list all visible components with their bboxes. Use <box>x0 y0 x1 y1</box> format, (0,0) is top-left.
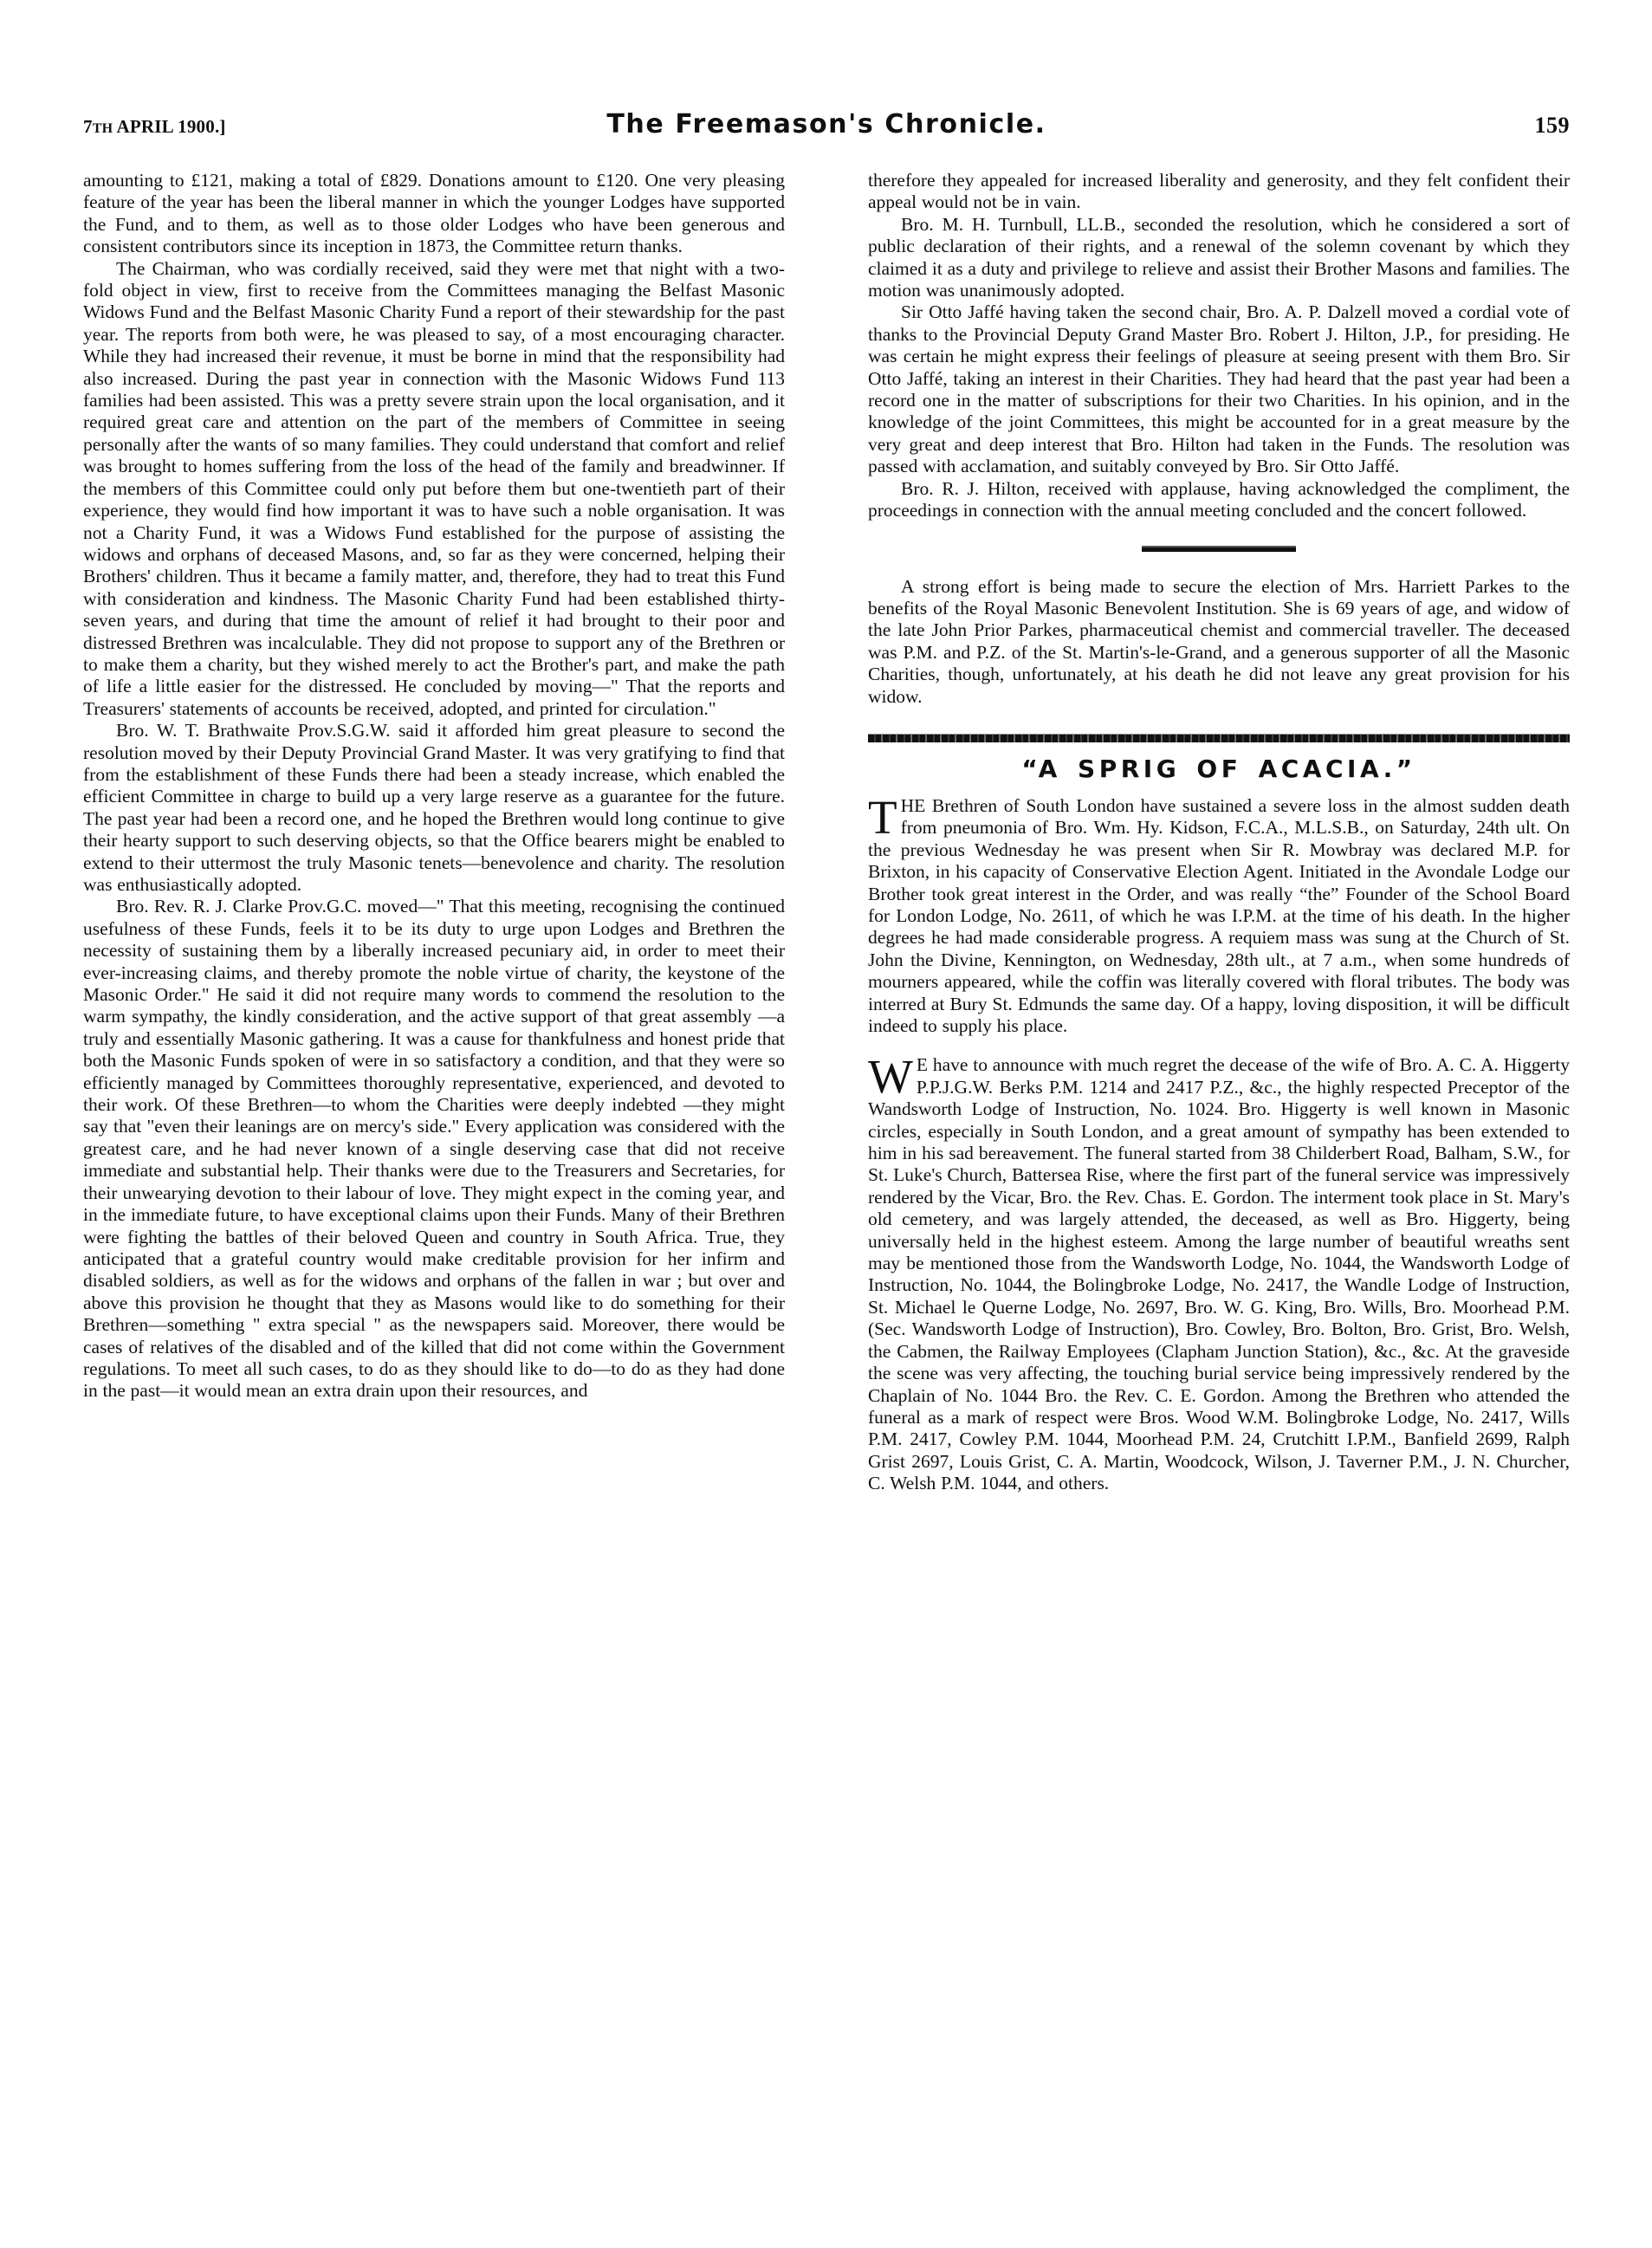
paragraph-kidson-obituary <box>868 790 1570 1037</box>
paragraph-higgerty-text: E have to announce with much regret the decease of the wife of Bro. A. C. A. Higgerty P.P.J.G.W. Berks P.M. 1214 and 2417 P.Z., &c., the highly respected Preceptor of the Wandsworth Lodge of Instruction, No. 1024. Bro. Higgerty is well known in Masonic circles, especially in South London, and a great amount of sympathy has been extended to him in his sad bereavement. The funeral started from 38 Childerbert Road, Balham, S.W., for St. Luke's Church, Battersea Rise, where the first part of the funeral service was impressively rendered by the Vicar, Bro. the Rev. Chas. E. Gordon. The interment took place in St. Mary's old cemetery, and was largely attended, the deceased, as well as Bro. Higgerty, being universally held in the highest esteem. Among the large number of beautiful wreaths sent may be mentioned those from the Wandsworth Lodge, No. 1044, the Wandsworth Lodge of Instruction, No. 1044, the Bolingbroke Lodge, No. 2417, the Wandle Lodge of Instruction, St. Michael le Querne Lodge, No. 2697, Bro. W. G. King, Bro. Wills, Bro. Moorhead P.M. (Sec. Wandsworth Lodge of Instruction), Bro. Cowley, Bro. Bolton, Bro. Grist, Bro. Welsh, the Cabmen, the Railway Employees (Clapham Junction Station), &c., &c. At the graveside the scene was very affecting, the touching burial service being impressively rendered by the Chaplain of No. 1044 Bro. the Rev. C. E. Gordon. Among the Brethren who attended the funeral as a mark of respect were Bros. Wood W.M. Bolingbroke Lodge, No. 2417, Wills P.M. 2417, Cowley P.M. 1044, Moorhead P.M. 24, Crutchitt I.P.M., Banfield 2699, Ralph Grist 2697, Louis Grist, C. A. Martin, Woodcock, Wilson, J. Taverner P.M., J. N. Churcher, C. Welsh P.M. 1044, and others. <box>868 1054 1570 1494</box>
section-divider-rule <box>1142 546 1296 552</box>
issue-date <box>83 116 226 138</box>
paragraph-gap <box>868 1037 1570 1054</box>
paragraph-higgerty-obituary <box>868 1050 1570 1494</box>
article-columns <box>83 170 1570 1495</box>
right-column <box>868 170 1570 1495</box>
page-number: 159 <box>1534 113 1570 138</box>
paragraph-kidson-text: HE Brethren of South London have sustained a severe loss in the almost sudden death from pneumonia of Bro. Wm. Hy. Kidson, F.C.A., M.L.S.B., on Saturday, 24th ult. On the previous Wednesday he was present when Sir R. Mowbray was declared M.P. for Brixton, in his capacity of Conservative Election Agent. Initiated in the Avondale Lodge our Brother took great interest in the Order, and was really “the” Founder of the School Board for London Lodge, No. 2611, of which he was I.P.M. at the time of his death. In the higher degrees he had made considerable progress. A requiem mass was sung at the Church of St. John the Divine, Kennington, on Wednesday, 28th ult., at 7 a.m., when some hundreds of mourners appeared, while the coffin was literally covered with floral tributes. The body was interred at Bury St. Edmunds the same day. Of a happy, loving disposition, it will be difficult indeed to supply his place. <box>868 794 1570 1036</box>
drop-cap-initial-w: W <box>868 1050 913 1104</box>
paragraph-clarke: Bro. Rev. R. J. Clarke Prov.G.C. moved—" That this meeting, recognising the continued usefulness of these Funds, feels it to be its duty to urge upon Lodges and Brethren the necessity of sustaining them by a liberally increased pecuniary aid, in order to meet their ever-increasing claims, and thereby promote the noble virtue of charity, the keystone of the Masonic Order." He said it did not require many words to commend the resolution to the warm sympathy, the kindly consideration, and the active support of that great assembly —a truly and essentially Masonic gathering. It was a cause for thankfulness and honest pride that both the Masonic Funds spoken of were in so satisfactory a condition, and that they were so efficiently managed by Committees thoroughly representative, experienced, and devoted to their work. Of these Brethren—to whom the Charities were deeply indebted —they might say that "even their leanings are on mercy's side." Every application was considered with the greatest care, and he had never known of a single deserving case that did not receive immediate and substantial help. Their thanks were due to the Treasurers and Secretaries, for their unwearying devotion to their labour of love. They might expect in the coming year, and in the immediate future, to have exceptional claims upon their Funds. Many of their Brethren were fighting the battles of their beloved Queen and country in South Africa. True, they anticipated that a grateful country would make creditable provision for her infirm and disabled soldiers, as well as for the widows and orphans of the fallen in war ; but over and above this provision he thought that they as Masons would like to do something for their Brethren—something " extra special " as the newspapers said. Moreover, there would be cases of relatives of the disabled and of the killed that did not come within the Government regulations. To meet all such cases, to do as they should like to do—to do as they had done in the past—it would mean an extra drain upon their resources, and <box>83 896 785 1402</box>
running-head <box>83 109 1570 149</box>
paragraph-parkes: A strong effort is being made to secure the election of Mrs. Harriett Parkes to the benefits of the Royal Masonic Benevolent Institution. She is 69 years of age, and widow of the late John Prior Parkes, pharmaceutical chemist and commercial traveller. The deceased was P.M. and P.Z. of the St. Martin's-le-Grand, and a generous supporter of all the Masonic Charities, though, unfortunately, at his death he did not leave any great provision for his widow. <box>868 575 1570 707</box>
issue-date-rest: APRIL 1900.] <box>113 116 226 137</box>
paragraph-turnbull: Bro. M. H. Turnbull, LL.B., seconded the resolution, which he considered a sort of public declaration of their rights, and a renewal of the solemn covenant by which they claimed it as a duty and privilege to relieve and assist their Brother Masons and families. The motion was unanimously adopted. <box>868 213 1570 301</box>
paragraph-continuation: amounting to £121, making a total of £829. Donations amount to £120. One very pleasing feature of the year has been the liberal manner in which the younger Lodges have supported the Fund, and to them, as well as to those older Lodges who have been generous and consistent contributors since its inception in 1873, the Committee return thanks. <box>83 170 785 257</box>
paragraph-jaffe: Sir Otto Jaffé having taken the second chair, Bro. A. P. Dalzell moved a cordial vote of thanks to the Provincial Deputy Grand Master Bro. Robert J. Hilton, J.P., for presiding. He was certain he might express their feelings of pleasure at seeing present with them Bro. Sir Otto Jaffé, taking an interest in their Charities. They had heard that the past year had been a record one in the matter of subscriptions for their two Charities. In his opinion, and in the knowledge of the joint Committees, this might be accounted for in a great measure by the very great and deep interest that Bro. Hilton had taken in the Funds. The resolution was passed with acclamation, and suitably conveyed by Bro. Sir Otto Jaffé. <box>868 301 1570 477</box>
publication-title: The Freemason's Chronicle. <box>606 109 1046 139</box>
issue-date-day: 7 <box>83 116 93 137</box>
left-column <box>83 170 785 1495</box>
issue-date-ordinal: TH <box>92 121 113 136</box>
paragraph-appeal: therefore they appealed for increased liberality and generosity, and they felt confident their appeal would not be in vain. <box>868 170 1570 213</box>
section-heading-sprig-of-acacia: “A SPRIG OF ACACIA.” <box>1021 754 1416 783</box>
paragraph-brathwaite: Bro. W. T. Brathwaite Prov.S.G.W. said it afforded him great pleasure to second the resolution moved by their Deputy Provincial Grand Master. It was very gratifying to find that from the establishment of these Funds there had been a steady increase, which enabled the efficient Committee in charge to build up a very large reserve as a guarantee for the future. The past year had been a record one, and he hoped the Brethren would long continue to give their hearty support to such deserving objects, so that the Office bearers might be enabled to extend to their uttermost the truly Masonic tenets—benevolence and charity. The resolution was enthusiastically adopted. <box>83 720 785 895</box>
paragraph-chairman: The Chairman, who was cordially received, said they were met that night with a two-fold object in view, first to receive from the Committees managing the Belfast Masonic Widows Fund and the Belfast Masonic Charity Fund a report of their stewardship for the past year. The reports from both were, he was pleased to say, of a most encouraging character. While they had increased their revenue, it must be borne in mind that the responsibility had also increased. During the past year in connection with the Masonic Widows Fund 113 families had been assisted. This was a pretty severe strain upon the local organisation, and it required great care and attention on the part of the members of Committee in seeing personally after the wants of so many families. They could understand that comfort and relief was brought to homes suffering from the loss of the head of the family and breadwinner. If the members of this Committee could only put before them but one-twentieth part of their experience, they would find how important it was to have such a noble organisation. It was not a Charity Fund, it was a Widows Fund established for the purpose of assisting the widows and orphans of deceased Masons, and, so far as they were concerned, helping their Brothers' children. Thus it became a family matter, and, therefore, they had to treat this Fund with consideration and kindness. The Masonic Charity Fund had been established thirty-seven years, and during that time the amount of relief it had brought to their poor and distressed Brethren was incalculable. They did not propose to support any of the Brethren or to make them a charity, but they wished merely to act the Brother's part, and make the path of life a little easier for the distressed. He concluded by moving—" That the reports and Treasurers' statements of accounts be received, adopted, and printed for circulation." <box>83 257 785 719</box>
drop-cap-initial-t: T <box>868 790 897 844</box>
ornamental-divider-rule <box>868 734 1570 742</box>
paragraph-hilton: Bro. R. J. Hilton, received with applause, having acknowledged the compliment, the proceedings in connection with the annual meeting concluded and the concert followed. <box>868 477 1570 522</box>
